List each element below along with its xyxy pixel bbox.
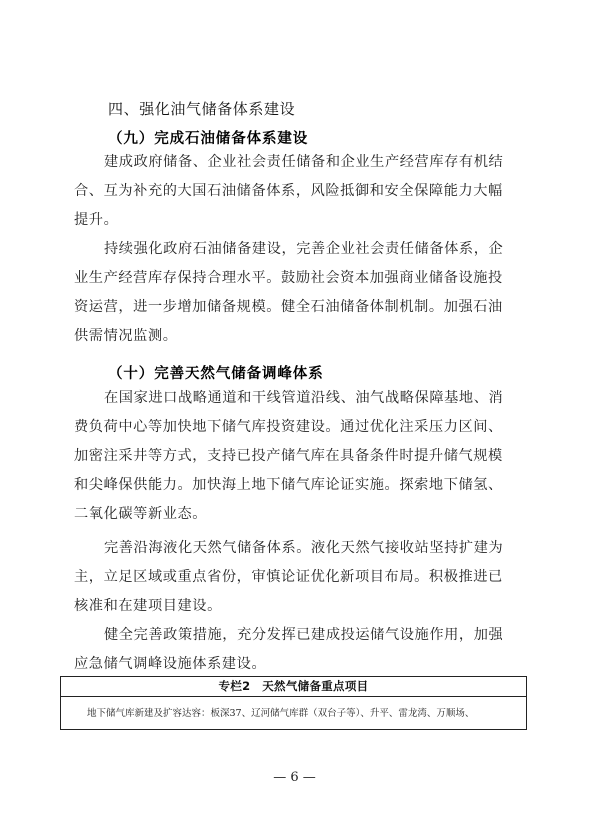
special-column-body: 地下储气库新建及扩容达容：板深37、辽河储气库群（双台子等）、升平、雷龙湾、万顺场、 (87, 708, 475, 719)
paragraph-line: 主，立足区域或重点省份，审慎论证优化新项目布局。积极推进已 (74, 569, 503, 585)
paragraph-10-3 (74, 621, 520, 679)
special-column-title: 专栏2 天然气储备重点项目 (61, 677, 526, 697)
paragraph-10-2 (74, 534, 520, 621)
paragraph-line: 完善沿海液化天然气储备体系。液化天然气接收站坚持扩建为 (104, 540, 504, 556)
paragraph-line: 合、互为补充的大国石油储备体系，风险抵御和安全保障能力大幅 (74, 183, 503, 199)
page-number: — 6 — (273, 770, 316, 785)
paragraph-line: 核准和在建项目建设。 (74, 598, 222, 614)
paragraph-line: 和尖峰保供能力。加快海上地下储气库论证实施。探索地下储氢、 (74, 477, 503, 493)
subsection-heading-9: （九）完成石油储备体系建设 (108, 131, 309, 147)
paragraph-line: 建成政府储备、企业社会责任储备和企业生产经营库存有机结 (104, 154, 504, 170)
paragraph-line: 业生产经营库存保持合理水平。鼓励社会资本加强商业储备设施投 (74, 270, 503, 286)
paragraph-line: 二氧化碳等新业态。 (74, 506, 208, 522)
paragraph-9-1 (74, 148, 520, 235)
section-heading: 四、强化油气储备体系建设 (108, 100, 296, 118)
paragraph-line: 在国家进口战略通道和干线管道沿线、油气战略保障基地、消 (104, 390, 504, 406)
subsection-heading-10: （十）完善天然气储备调峰体系 (108, 366, 324, 382)
paragraph-line: 加密注采井等方式，支持已投产储气库在具备条件时提升储气规模 (74, 448, 503, 464)
paragraph-10-1 (74, 384, 520, 529)
paragraph-line: 资运营，进一步增加储备规模。健全石油储备体制机制。加强石油 (74, 299, 503, 315)
paragraph-line: 健全完善政策措施，充分发挥已建成投运储气设施作用，加强 (104, 627, 504, 643)
paragraph-line: 持续强化政府石油储备建设，完善企业社会责任储备体系，企 (104, 241, 504, 257)
paragraph-line: 供需情况监测。 (74, 328, 178, 344)
paragraph-line: 提升。 (74, 212, 119, 228)
paragraph-line: 费负荷中心等加快地下储气库投资建设。通过优化注采压力区间、 (74, 419, 503, 435)
special-column-box (60, 676, 527, 730)
paragraph-line: 应急储气调峰设施体系建设。 (74, 656, 267, 672)
paragraph-9-2 (74, 235, 520, 351)
